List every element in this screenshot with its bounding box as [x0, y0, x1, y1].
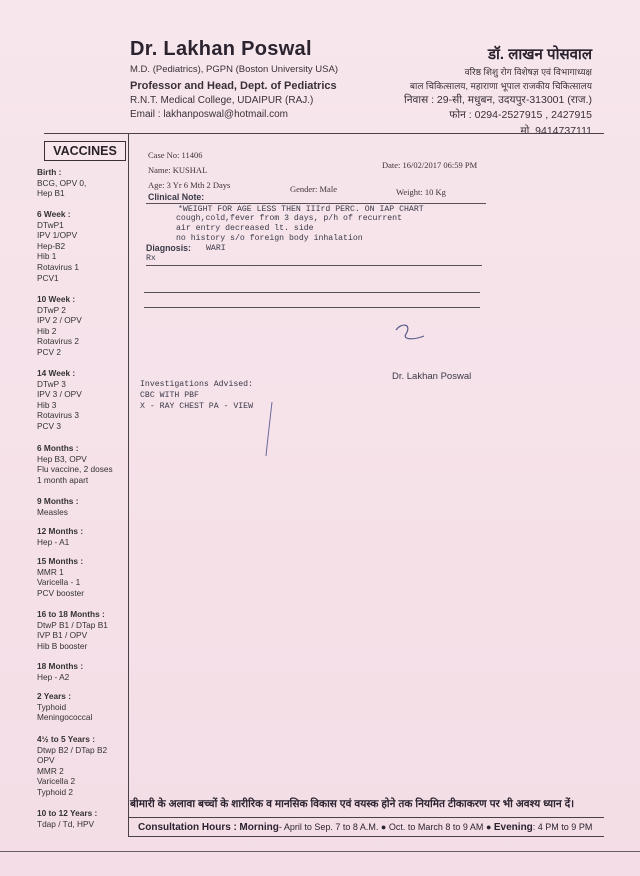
vaccine-item: PCV1	[37, 272, 59, 283]
vaccine-item: Varicella - 1	[37, 577, 81, 588]
vaccine-item: Hep-B2	[37, 240, 66, 251]
diagnosis-label: Diagnosis:	[146, 243, 191, 253]
clinical-line: no history s/o foreign body inhalation	[176, 234, 363, 243]
vaccine-group	[37, 167, 125, 199]
vaccine-column-divider	[128, 133, 129, 837]
investigation-item: CBC WITH PBF	[140, 391, 199, 400]
vaccine-group	[37, 209, 125, 283]
vaccine-group	[37, 368, 125, 432]
vaccine-item: Rotavirus 3	[37, 410, 79, 421]
patient-gender: Gender: Male	[290, 184, 337, 194]
vaccine-item: Hib 2	[37, 325, 57, 336]
consultation-label: Consultation Hours :	[138, 822, 237, 833]
doctor-designation-hindi: वरिष्ठ शिशु रोग विशेषज्ञ एवं विभागाध्यक्ष	[464, 67, 592, 77]
vaccine-group-title: Birth :	[37, 167, 62, 177]
vaccine-item: OPV	[37, 755, 55, 766]
vaccine-group-title: 12 Months :	[37, 526, 84, 536]
vaccine-item: DTwP 3	[37, 378, 66, 389]
bullet-icon: ●	[485, 822, 492, 832]
vaccine-item: Hib 3	[37, 399, 57, 410]
vaccine-item: IPV 1/OPV	[37, 230, 78, 241]
vaccine-item: Hep B3, OPV	[37, 453, 87, 464]
pen-stroke	[262, 400, 276, 460]
doctor-degrees: M.D. (Pediatrics), PGPN (Boston University USA)	[130, 64, 338, 75]
vaccine-item: Varicella 2	[37, 776, 76, 787]
doctor-name-hindi: डॉ. लाखन पोसवाल	[487, 46, 592, 63]
rx-rule-2	[144, 307, 480, 308]
vaccine-item: Hep - A2	[37, 671, 70, 682]
vaccine-item: DTwP1	[37, 219, 64, 230]
phone-hindi: फोन : 0294-2527915 , 2427915	[449, 109, 592, 121]
doctor-email: Email : lakhanposwal@hotmail.com	[130, 109, 288, 120]
patient-age: Age: 3 Yr 6 Mth 2 Days	[148, 180, 231, 190]
footer-bottom-rule	[128, 836, 604, 837]
signature-name: Dr. Lakhan Poswal	[392, 371, 472, 382]
vaccines-heading: VACCINES	[44, 141, 126, 161]
vaccine-item: DtwP B1 / DTap B1	[37, 619, 108, 630]
evening-label: Evening	[493, 822, 533, 833]
handwritten-initial	[392, 318, 432, 348]
vaccine-group	[37, 526, 125, 547]
consultation-hours	[138, 822, 592, 833]
vaccine-group-title: 10 Week :	[37, 294, 76, 304]
vaccine-group	[37, 496, 125, 517]
bullet-icon: ●	[380, 822, 387, 832]
patient-weight: Weight: 10 Kg	[396, 187, 446, 197]
rx-label: Rx	[146, 254, 156, 263]
clinical-note-rule	[146, 203, 486, 204]
vaccine-item: Rotavirus 1	[37, 261, 79, 272]
vaccine-group	[37, 556, 125, 598]
clinical-line: cough,cold,fever from 3 days, p/h of recurrent	[176, 214, 403, 223]
case-number: Case No: 11406	[148, 150, 203, 160]
vaccine-group	[37, 661, 125, 682]
vaccine-item: 1 month apart	[37, 474, 89, 485]
doctor-college: R.N.T. Medical College, UDAIPUR (RAJ.)	[130, 95, 314, 106]
morning-hours: - April to Sep. 7 to 8 A.M.	[278, 822, 379, 832]
vaccine-item: IPV 2 / OPV	[37, 315, 82, 326]
footer-hindi-note: बीमारी के अलावा बच्चों के शारीरिक व मानसिक विकास एवं वयस्क होने तक नियमित टीकाकरण पर भी अवश्य ध्यान दें।	[130, 798, 575, 810]
vaccine-item: Tdap / Td, HPV	[37, 818, 95, 829]
investigation-item: X - RAY CHEST PA - VIEW	[140, 402, 254, 411]
vaccine-item: MMR 1	[37, 566, 64, 577]
vaccine-group-title: 15 Months :	[37, 556, 84, 566]
diagnosis-rule	[146, 265, 482, 266]
vaccine-item: Hib 1	[37, 251, 57, 262]
rx-rule-1	[144, 292, 480, 293]
vaccine-group-title: 4½ to 5 Years :	[37, 734, 95, 744]
vaccine-group	[37, 443, 125, 485]
visit-date: Date: 16/02/2017 06:59 PM	[382, 160, 478, 170]
vaccine-item: Dtwp B2 / DTap B2	[37, 744, 108, 755]
vaccine-group	[37, 734, 125, 798]
doctor-title: Professor and Head, Dept. of Pediatrics	[130, 80, 337, 92]
vaccine-group-title: 10 to 12 Years :	[37, 808, 98, 818]
vaccine-group-title: 14 Week :	[37, 368, 76, 378]
vaccine-item: Hep B1	[37, 188, 65, 199]
winter-hours: Oct. to March 8 to 9 AM	[388, 822, 484, 832]
vaccine-item: PCV booster	[37, 587, 85, 598]
hospital-hindi: बाल चिकित्सालय, महाराणा भूपाल राजकीय चिकित्सालय	[409, 81, 592, 91]
evening-hours: : 4 PM to 9 PM	[532, 822, 593, 832]
clinical-line: air entry decreased lt. side	[176, 224, 314, 233]
vaccine-item: Typhoid 2	[37, 786, 73, 797]
vaccine-item: MMR 2	[37, 765, 64, 776]
vaccine-group	[37, 609, 125, 651]
page-bottom-rule	[0, 851, 640, 852]
vaccine-item: IPV 3 / OPV	[37, 389, 82, 400]
patient-name: Name: KUSHAL	[148, 165, 208, 175]
vaccine-group-title: 18 Months :	[37, 661, 84, 671]
vaccine-item: PCV 2	[37, 346, 61, 357]
vaccine-item: Rotavirus 2	[37, 336, 79, 347]
vaccine-item: Measles	[37, 506, 68, 517]
vaccine-group-title: 6 Week :	[37, 209, 71, 219]
vaccine-group-title: 6 Months :	[37, 443, 79, 453]
mobile-hindi: मो. 9414737111	[520, 125, 592, 137]
vaccine-group-title: 9 Months :	[37, 496, 79, 506]
vaccine-item: Hib B booster	[37, 640, 88, 651]
diagnosis-value: WARI	[206, 244, 226, 253]
footer-top-rule	[128, 817, 604, 818]
vaccine-group-title: 16 to 18 Months :	[37, 609, 105, 619]
clinical-note-label: Clinical Note:	[148, 192, 205, 202]
vaccine-group	[37, 691, 125, 723]
vaccine-group	[37, 294, 125, 358]
vaccine-item: DTwP 2	[37, 304, 66, 315]
address-hindi: निवास : 29-सी, मधुबन, उदयपुर-313001 (राज.)	[403, 94, 592, 106]
investigations-label: Investigations Advised:	[140, 380, 254, 389]
vaccine-item: Flu vaccine, 2 doses	[37, 464, 113, 475]
vaccine-item: IVP B1 / OPV	[37, 630, 88, 641]
vaccine-group	[37, 808, 125, 829]
morning-label: Morning	[239, 822, 279, 833]
vaccine-item: Hep - A1	[37, 536, 70, 547]
doctor-name: Dr. Lakhan Poswal	[130, 38, 312, 60]
clinical-line: *WEIGHT FOR AGE LESS THEN IIIrd PERC. ON IAP CHART	[178, 205, 424, 214]
vaccine-item: Typhoid	[37, 701, 67, 712]
vaccine-item: PCV 3	[37, 420, 61, 431]
vaccine-group-title: 2 Years :	[37, 691, 71, 701]
vaccine-item: Meningococcal	[37, 712, 93, 723]
vaccine-item: BCG, OPV 0,	[37, 177, 87, 188]
